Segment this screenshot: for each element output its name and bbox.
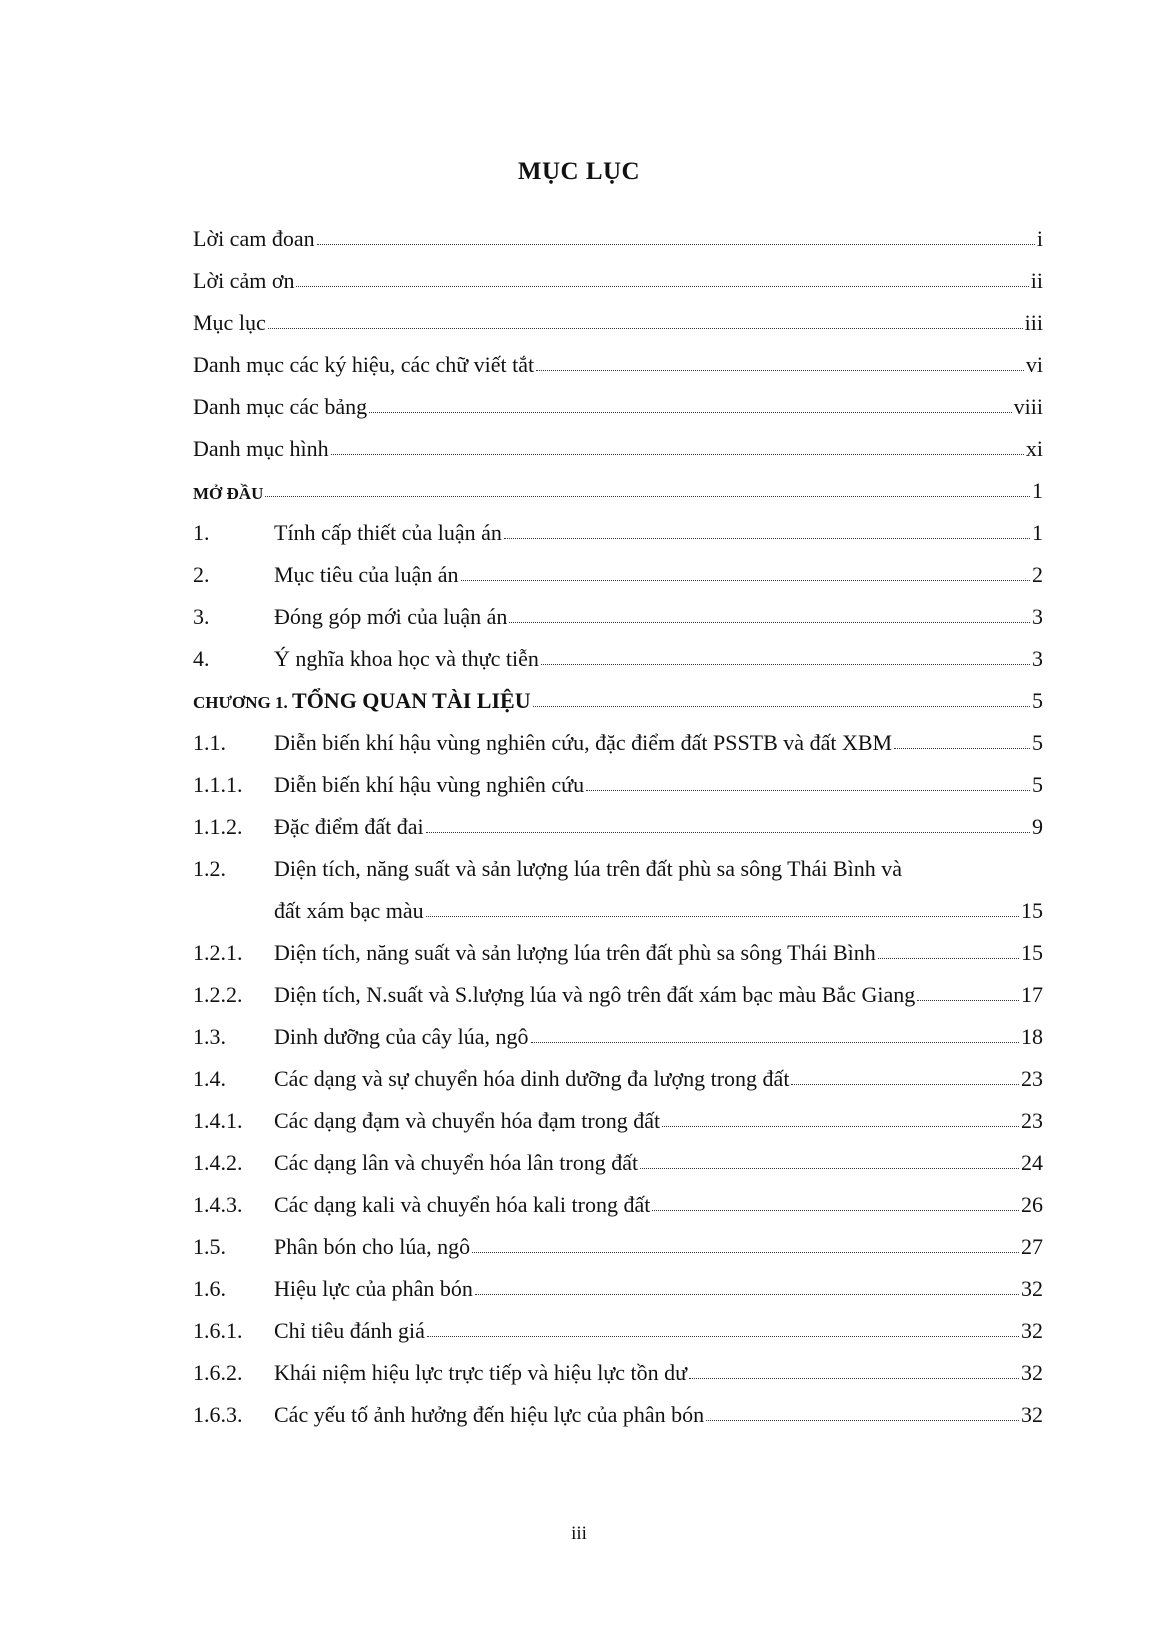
toc-page: 23 <box>1021 1066 1043 1091</box>
toc-page: 3 <box>1032 646 1043 671</box>
toc-entry[interactable] <box>193 294 1043 336</box>
toc-entry[interactable] <box>193 1092 1043 1134</box>
toc-label: Diện tích, N.suất và S.lượng lúa và ngô trên đất xám bạc màu Bắc Giang <box>274 982 916 1007</box>
toc-page: 32 <box>1021 1402 1043 1427</box>
toc-label: Diễn biến khí hậu vùng nghiên cứu <box>274 772 585 797</box>
toc-leader <box>504 538 1030 539</box>
toc-page: i <box>1036 226 1043 251</box>
toc-entry-continuation[interactable] <box>193 882 1043 924</box>
toc-page: iii <box>1024 310 1043 335</box>
toc-leader <box>472 1252 1019 1253</box>
toc-leader <box>662 1126 1019 1127</box>
toc-label: Danh mục các ký hiệu, các chữ viết tắt <box>193 352 535 377</box>
toc-label: Ý nghĩa khoa học và thực tiễn <box>274 646 539 671</box>
toc-number: 1.2. <box>193 856 226 881</box>
page-number-footer: iii <box>571 1523 587 1544</box>
chapter-title: TỔNG QUAN TÀI LIỆU <box>292 688 531 713</box>
toc-number: 1.1.1. <box>193 772 243 797</box>
toc-entry[interactable] <box>193 714 1043 756</box>
toc-page: xi <box>1025 436 1043 461</box>
toc-number: 4. <box>193 646 210 671</box>
toc-leader <box>536 370 1024 371</box>
toc-leader <box>894 748 1030 749</box>
toc-page: viii <box>1013 394 1043 419</box>
toc-leader <box>296 286 1028 287</box>
toc-label: Danh mục hình <box>193 436 329 461</box>
table-of-contents <box>193 210 1043 1428</box>
toc-label: Mục tiêu của luận án <box>274 562 459 587</box>
toc-label: Tính cấp thiết của luận án <box>274 520 502 545</box>
toc-number: 1.6.3. <box>193 1402 243 1427</box>
toc-page: 1 <box>1032 478 1043 503</box>
toc-number: 1.6.2. <box>193 1360 243 1385</box>
toc-page: 5 <box>1032 772 1043 797</box>
toc-entry[interactable] <box>193 924 1043 966</box>
toc-leader <box>791 1084 1019 1085</box>
toc-number: 2. <box>193 562 210 587</box>
toc-entry[interactable] <box>193 504 1043 546</box>
toc-number: 1.1.2. <box>193 814 243 839</box>
toc-number: 1.3. <box>193 1024 226 1049</box>
toc-label-continued: đất xám bạc màu <box>274 898 424 923</box>
toc-entry[interactable] <box>193 966 1043 1008</box>
toc-entry[interactable] <box>193 798 1043 840</box>
toc-entry[interactable] <box>193 588 1043 630</box>
toc-entry[interactable] <box>193 1134 1043 1176</box>
toc-number: 1.2.2. <box>193 982 243 1007</box>
toc-leader <box>586 790 1030 791</box>
toc-leader <box>317 244 1035 245</box>
toc-entry[interactable] <box>193 462 1043 504</box>
toc-entry[interactable] <box>193 1386 1043 1428</box>
toc-label: Các yếu tố ảnh hưởng đến hiệu lực của phân bón <box>274 1402 705 1427</box>
toc-number: 1.4.1. <box>193 1108 243 1133</box>
toc-label: MỞ ĐẦU <box>193 484 264 503</box>
toc-number: 1.5. <box>193 1234 226 1259</box>
toc-number: 1.4.3. <box>193 1192 243 1217</box>
toc-label: Diễn biến khí hậu vùng nghiên cứu, đặc điểm đất PSSTB và đất XBM <box>274 730 893 755</box>
toc-number: 1.1. <box>193 730 226 755</box>
toc-leader <box>475 1294 1019 1295</box>
toc-label: Lời cam đoan <box>193 226 315 251</box>
toc-number: 1.2.1. <box>193 940 243 965</box>
toc-label: Dinh dưỡng của cây lúa, ngô <box>274 1024 529 1049</box>
toc-label: Diện tích, năng suất và sản lượng lúa trên đất phù sa sông Thái Bình <box>274 940 876 965</box>
toc-leader <box>331 454 1024 455</box>
chapter-prefix: CHƯƠNG 1. <box>193 693 293 712</box>
toc-leader <box>426 832 1030 833</box>
toc-label: Các dạng kali và chuyển hóa kali trong đất <box>274 1192 651 1217</box>
toc-entry[interactable] <box>193 336 1043 378</box>
toc-page: 15 <box>1021 898 1043 923</box>
toc-leader <box>541 664 1030 665</box>
toc-number: 1.6. <box>193 1276 226 1301</box>
toc-page: 9 <box>1032 814 1043 839</box>
toc-page: 32 <box>1021 1318 1043 1343</box>
toc-page: 24 <box>1021 1150 1043 1175</box>
toc-entry[interactable] <box>193 1344 1043 1386</box>
toc-entry[interactable] <box>193 840 1043 882</box>
toc-entry[interactable] <box>193 252 1043 294</box>
toc-leader <box>640 1168 1019 1169</box>
toc-label: Các dạng lân và chuyển hóa lân trong đất <box>274 1150 639 1175</box>
toc-page: 17 <box>1021 982 1043 1007</box>
toc-entry[interactable] <box>193 1218 1043 1260</box>
toc-page: 15 <box>1021 940 1043 965</box>
toc-entry[interactable] <box>193 420 1043 462</box>
toc-page: 2 <box>1032 562 1043 587</box>
toc-entry[interactable] <box>193 378 1043 420</box>
toc-leader <box>689 1378 1019 1379</box>
toc-number: 1. <box>193 520 210 545</box>
toc-page: 23 <box>1021 1108 1043 1133</box>
toc-page: 27 <box>1021 1234 1043 1259</box>
toc-leader <box>531 1042 1020 1043</box>
toc-leader <box>706 1420 1019 1421</box>
toc-leader <box>268 328 1023 329</box>
toc-leader <box>369 412 1012 413</box>
toc-leader <box>652 1210 1019 1211</box>
toc-page: 5 <box>1032 688 1043 713</box>
toc-number: 3. <box>193 604 210 629</box>
toc-leader <box>427 1336 1019 1337</box>
toc-label: Danh mục các bảng <box>193 394 368 419</box>
toc-page: 5 <box>1032 730 1043 755</box>
toc-label: Đặc điểm đất đai <box>274 814 424 839</box>
toc-entry[interactable] <box>193 1050 1043 1092</box>
toc-entry[interactable] <box>193 1008 1043 1050</box>
toc-page: 18 <box>1021 1024 1043 1049</box>
toc-label: Diện tích, năng suất và sản lượng lúa trên đất phù sa sông Thái Bình và <box>274 856 903 881</box>
toc-entry[interactable] <box>193 1302 1043 1344</box>
toc-leader <box>426 916 1019 917</box>
toc-label: Hiệu lực của phân bón <box>274 1276 473 1301</box>
toc-page: ii <box>1030 268 1043 293</box>
toc-entry[interactable] <box>193 756 1043 798</box>
toc-label: Mục lục <box>193 310 266 335</box>
toc-label: Các dạng đạm và chuyển hóa đạm trong đất <box>274 1108 661 1133</box>
toc-leader <box>265 496 1030 497</box>
toc-label: Các dạng và sự chuyển hóa dinh dưỡng đa lượng trong đất <box>274 1066 790 1091</box>
toc-page: 32 <box>1021 1360 1043 1385</box>
toc-leader <box>509 622 1030 623</box>
toc-number: 1.6.1. <box>193 1318 243 1343</box>
toc-page: 26 <box>1021 1192 1043 1217</box>
toc-label: Lời cảm ơn <box>193 268 295 293</box>
toc-page: 3 <box>1032 604 1043 629</box>
toc-entry[interactable] <box>193 1260 1043 1302</box>
toc-label: Đóng góp mới của luận án <box>274 604 508 629</box>
toc-leader <box>533 706 1030 707</box>
toc-number: 1.4.2. <box>193 1150 243 1175</box>
toc-label: Phân bón cho lúa, ngô <box>274 1234 471 1259</box>
toc-label: Khái niệm hiệu lực trực tiếp và hiệu lực tồn dư <box>274 1360 688 1385</box>
toc-label <box>193 688 531 714</box>
toc-entry-chapter[interactable] <box>193 672 1043 714</box>
toc-entry[interactable] <box>193 630 1043 672</box>
toc-page: vi <box>1025 352 1043 377</box>
toc-number: 1.4. <box>193 1066 226 1091</box>
toc-leader <box>461 580 1031 581</box>
toc-leader <box>917 1000 1019 1001</box>
toc-page: 1 <box>1032 520 1043 545</box>
toc-entry[interactable] <box>193 546 1043 588</box>
toc-page: 32 <box>1021 1276 1043 1301</box>
toc-leader <box>878 958 1019 959</box>
toc-entry[interactable] <box>193 1176 1043 1218</box>
page-title: MỤC LỤC <box>517 158 641 185</box>
toc-entry[interactable] <box>193 210 1043 252</box>
toc-label: Chỉ tiêu đánh giá <box>274 1318 425 1343</box>
